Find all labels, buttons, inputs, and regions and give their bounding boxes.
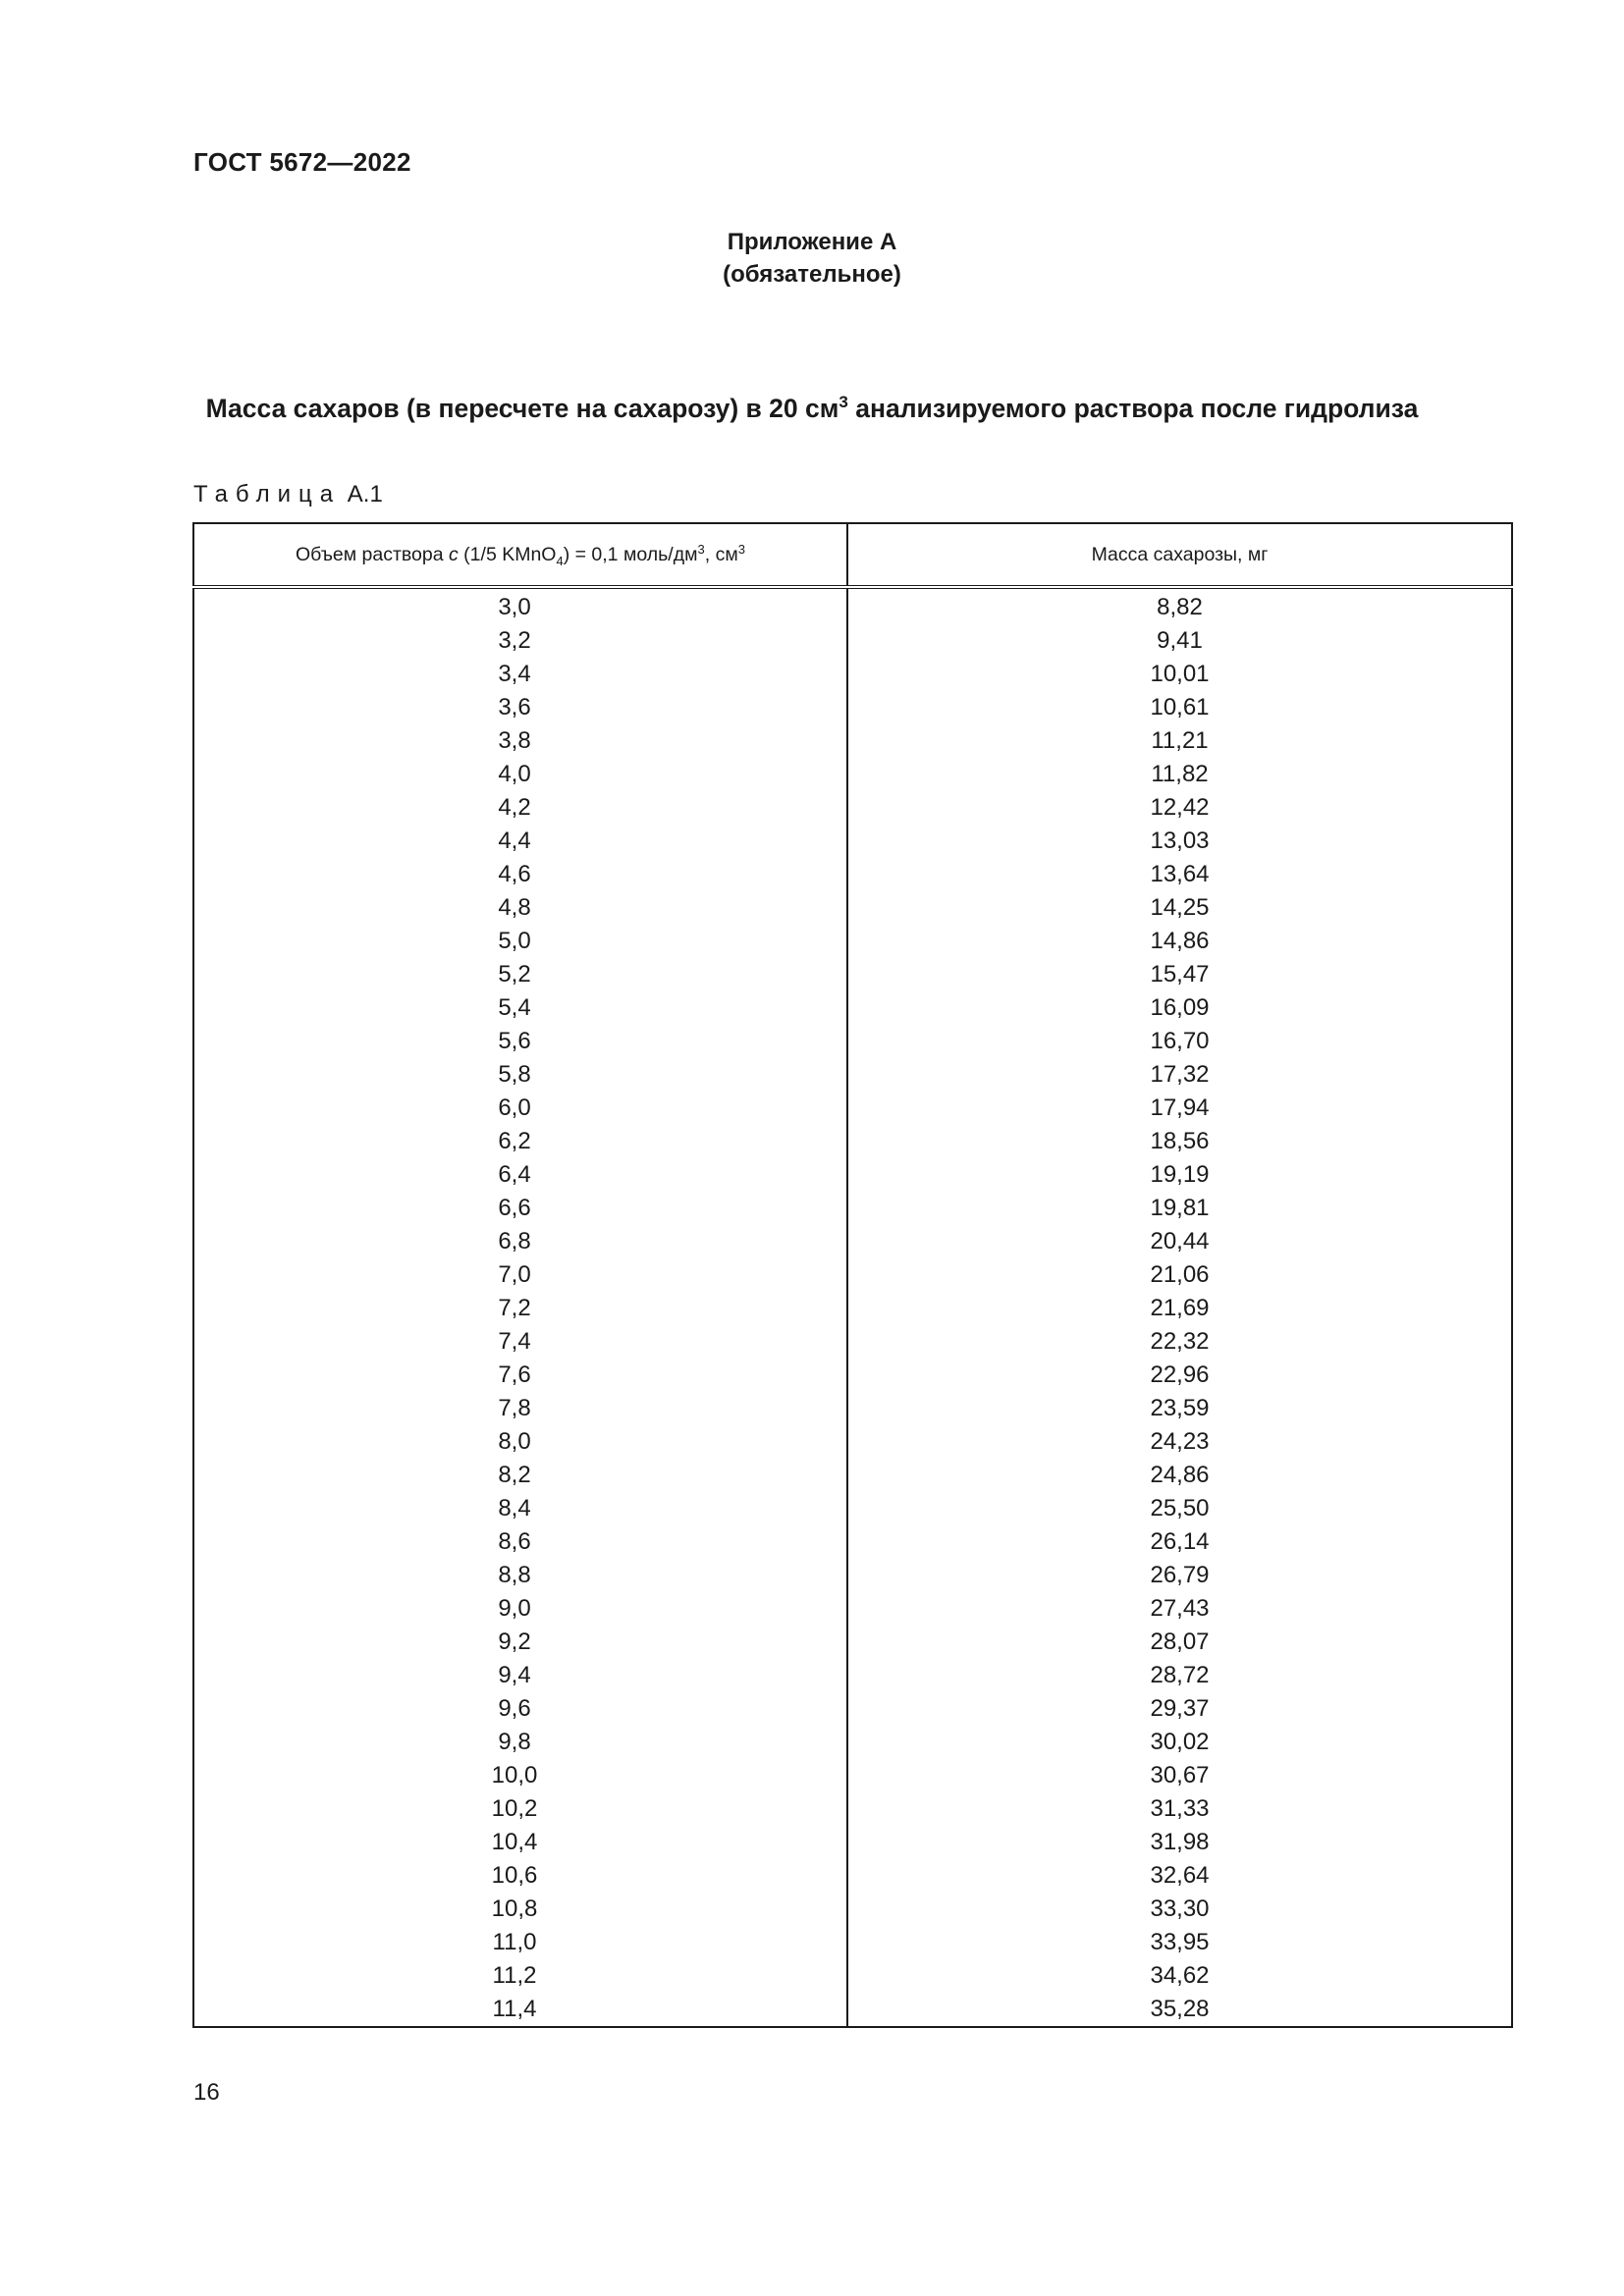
- table-row: [193, 1859, 1512, 1893]
- table-label: [193, 481, 383, 508]
- column-header-volume: [193, 523, 847, 587]
- mass-cell: 21,06: [847, 1258, 1512, 1292]
- mass-cell: 19,81: [847, 1192, 1512, 1225]
- volume-cell: 6,8: [193, 1225, 847, 1258]
- table-row: [193, 1392, 1512, 1425]
- mass-cell: 24,86: [847, 1459, 1512, 1492]
- table-row: [193, 1592, 1512, 1626]
- table-row: [193, 1926, 1512, 1959]
- mass-cell: 15,47: [847, 958, 1512, 991]
- col1-superscript: 3: [697, 541, 705, 557]
- mass-cell: 30,67: [847, 1759, 1512, 1792]
- table-row: [193, 825, 1512, 858]
- volume-cell: 4,2: [193, 791, 847, 825]
- volume-cell: 10,2: [193, 1792, 847, 1826]
- volume-cell: 8,2: [193, 1459, 847, 1492]
- column-header-mass: Масса сахарозы, мг: [847, 523, 1512, 587]
- section-title-text: Масса сахаров (в пересчете на сахарозу) в 20 см: [205, 394, 839, 423]
- col1-formula: (1/5 KMnO: [458, 543, 557, 565]
- mass-cell: 28,07: [847, 1626, 1512, 1659]
- table-row: [193, 1192, 1512, 1225]
- mass-cell: 29,37: [847, 1692, 1512, 1726]
- table-row: [193, 1993, 1512, 2027]
- volume-cell: 8,8: [193, 1559, 847, 1592]
- table-row: [193, 925, 1512, 958]
- mass-cell: 34,62: [847, 1959, 1512, 1993]
- volume-cell: 6,0: [193, 1092, 847, 1125]
- volume-cell: 5,0: [193, 925, 847, 958]
- volume-cell: 7,2: [193, 1292, 847, 1325]
- mass-cell: 13,64: [847, 858, 1512, 891]
- mass-cell: 23,59: [847, 1392, 1512, 1425]
- mass-cell: 26,14: [847, 1525, 1512, 1559]
- volume-cell: 6,6: [193, 1192, 847, 1225]
- volume-cell: 8,4: [193, 1492, 847, 1525]
- volume-cell: 11,2: [193, 1959, 847, 1993]
- mass-cell: 24,23: [847, 1425, 1512, 1459]
- table-row: [193, 1759, 1512, 1792]
- table-row: [193, 1492, 1512, 1525]
- volume-cell: 9,6: [193, 1692, 847, 1726]
- table-row: [193, 587, 1512, 624]
- col1-text: Объем раствора: [296, 543, 450, 565]
- table-label-word: Таблица: [193, 481, 342, 507]
- volume-cell: 7,6: [193, 1359, 847, 1392]
- mass-cell: 21,69: [847, 1292, 1512, 1325]
- volume-cell: 5,8: [193, 1058, 847, 1092]
- mass-cell: 17,32: [847, 1058, 1512, 1092]
- table-row: [193, 1692, 1512, 1726]
- table-row: [193, 724, 1512, 758]
- mass-cell: 9,41: [847, 624, 1512, 658]
- mass-cell: 10,01: [847, 658, 1512, 691]
- table-row: [193, 1425, 1512, 1459]
- table-row: [193, 1626, 1512, 1659]
- table-row: [193, 1893, 1512, 1926]
- volume-cell: 4,0: [193, 758, 847, 791]
- mass-cell: 11,21: [847, 724, 1512, 758]
- volume-cell: 9,2: [193, 1626, 847, 1659]
- volume-cell: 6,2: [193, 1125, 847, 1158]
- table-row: [193, 858, 1512, 891]
- volume-cell: 3,8: [193, 724, 847, 758]
- volume-cell: 3,0: [193, 587, 847, 624]
- section-title-superscript: 3: [839, 393, 848, 411]
- appendix-title: Приложение А: [727, 229, 897, 255]
- col1-unit-end: , см: [704, 543, 738, 565]
- data-table: [192, 522, 1513, 2028]
- volume-cell: 6,4: [193, 1158, 847, 1192]
- volume-cell: 10,0: [193, 1759, 847, 1792]
- mass-cell: 16,70: [847, 1025, 1512, 1058]
- mass-cell: 13,03: [847, 825, 1512, 858]
- table-row: [193, 1459, 1512, 1492]
- table-row: [193, 1359, 1512, 1392]
- mass-cell: 33,30: [847, 1893, 1512, 1926]
- mass-cell: 18,56: [847, 1125, 1512, 1158]
- volume-cell: 9,4: [193, 1659, 847, 1692]
- volume-cell: 10,4: [193, 1826, 847, 1859]
- table-row: [193, 891, 1512, 925]
- table-row: [193, 1659, 1512, 1692]
- table-body: [193, 587, 1512, 2027]
- table-row: [193, 1158, 1512, 1192]
- mass-cell: 30,02: [847, 1726, 1512, 1759]
- table-row: [193, 1792, 1512, 1826]
- volume-cell: 10,8: [193, 1893, 847, 1926]
- table-row: [193, 1258, 1512, 1292]
- table-row: [193, 1125, 1512, 1158]
- volume-cell: 9,0: [193, 1592, 847, 1626]
- table-row: [193, 1525, 1512, 1559]
- mass-cell: 26,79: [847, 1559, 1512, 1592]
- table-header-row: [193, 523, 1512, 587]
- mass-cell: 28,72: [847, 1659, 1512, 1692]
- table-row: [193, 758, 1512, 791]
- table-row: [193, 1959, 1512, 1993]
- table-row: [193, 1325, 1512, 1359]
- mass-cell: 22,32: [847, 1325, 1512, 1359]
- section-title-text-end: анализируемого раствора после гидролиза: [847, 394, 1419, 423]
- section-title: [147, 389, 1477, 428]
- volume-cell: 5,4: [193, 991, 847, 1025]
- volume-cell: 10,6: [193, 1859, 847, 1893]
- volume-cell: 5,2: [193, 958, 847, 991]
- mass-cell: 8,82: [847, 587, 1512, 624]
- volume-cell: 4,6: [193, 858, 847, 891]
- page-number: 16: [193, 2079, 220, 2106]
- mass-cell: 14,25: [847, 891, 1512, 925]
- volume-cell: 11,0: [193, 1926, 847, 1959]
- mass-cell: 10,61: [847, 691, 1512, 724]
- mass-cell: 11,82: [847, 758, 1512, 791]
- mass-cell: 32,64: [847, 1859, 1512, 1893]
- table-row: [193, 1826, 1512, 1859]
- document-id: ГОСТ 5672—2022: [193, 147, 411, 177]
- volume-cell: 8,0: [193, 1425, 847, 1459]
- mass-cell: 27,43: [847, 1592, 1512, 1626]
- table-row: [193, 1225, 1512, 1258]
- volume-cell: 3,6: [193, 691, 847, 724]
- volume-cell: 4,4: [193, 825, 847, 858]
- mass-cell: 35,28: [847, 1993, 1512, 2027]
- volume-cell: 9,8: [193, 1726, 847, 1759]
- volume-cell: 4,8: [193, 891, 847, 925]
- volume-cell: 3,4: [193, 658, 847, 691]
- table-row: [193, 1025, 1512, 1058]
- appendix-heading: [0, 226, 1624, 291]
- mass-cell: 33,95: [847, 1926, 1512, 1959]
- table-row: [193, 1726, 1512, 1759]
- table-row: [193, 1292, 1512, 1325]
- col1-superscript-end: 3: [737, 541, 745, 557]
- mass-cell: 25,50: [847, 1492, 1512, 1525]
- table-row: [193, 991, 1512, 1025]
- mass-cell: 17,94: [847, 1092, 1512, 1125]
- col1-variable: c: [449, 543, 459, 565]
- table-row: [193, 958, 1512, 991]
- table-row: [193, 1092, 1512, 1125]
- volume-cell: 11,4: [193, 1993, 847, 2027]
- mass-cell: 16,09: [847, 991, 1512, 1025]
- volume-cell: 3,2: [193, 624, 847, 658]
- volume-cell: 8,6: [193, 1525, 847, 1559]
- table-row: [193, 1559, 1512, 1592]
- mass-cell: 31,33: [847, 1792, 1512, 1826]
- volume-cell: 7,4: [193, 1325, 847, 1359]
- mass-cell: 22,96: [847, 1359, 1512, 1392]
- mass-cell: 14,86: [847, 925, 1512, 958]
- mass-cell: 31,98: [847, 1826, 1512, 1859]
- mass-cell: 20,44: [847, 1225, 1512, 1258]
- mass-cell: 19,19: [847, 1158, 1512, 1192]
- table-row: [193, 691, 1512, 724]
- table-row: [193, 791, 1512, 825]
- col1-subscript: 4: [556, 553, 564, 568]
- col1-unit: ) = 0,1 моль/дм: [563, 543, 698, 565]
- table-row: [193, 658, 1512, 691]
- mass-cell: 12,42: [847, 791, 1512, 825]
- appendix-status: (обязательное): [723, 261, 901, 288]
- table-row: [193, 624, 1512, 658]
- volume-cell: 7,0: [193, 1258, 847, 1292]
- table-row: [193, 1058, 1512, 1092]
- volume-cell: 5,6: [193, 1025, 847, 1058]
- table-label-number: А.1: [347, 481, 383, 507]
- volume-cell: 7,8: [193, 1392, 847, 1425]
